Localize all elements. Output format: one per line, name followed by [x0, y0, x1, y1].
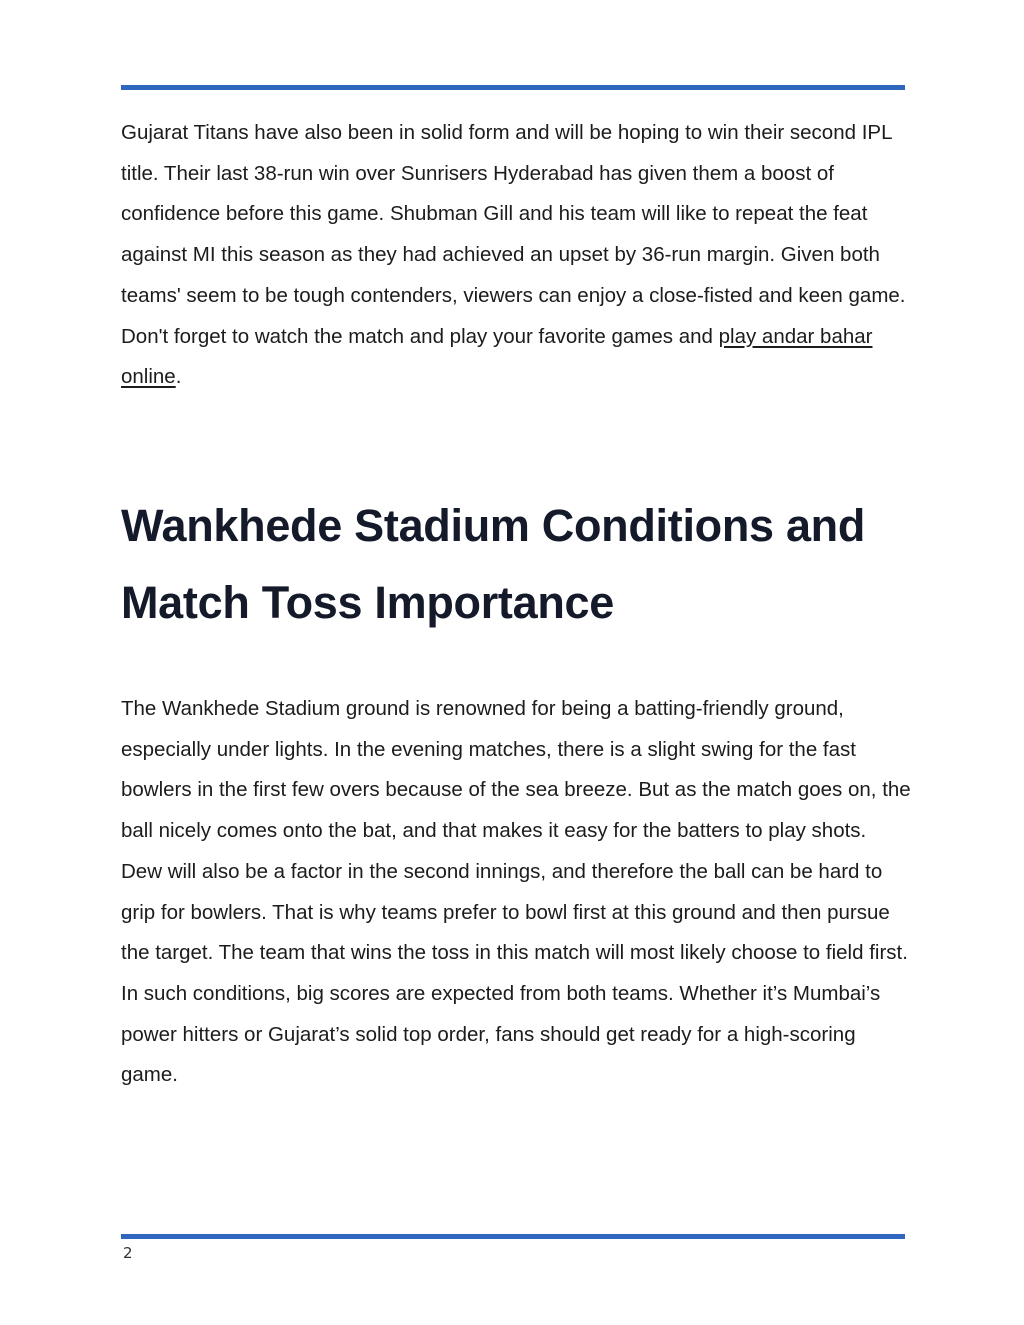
section-heading-line-2: Match Toss Importance	[121, 577, 614, 628]
bottom-divider	[121, 1234, 905, 1239]
top-divider	[121, 85, 905, 90]
section-heading-line-1: Wankhede Stadium Conditions and	[121, 500, 866, 551]
intro-paragraph-text: Gujarat Titans have also been in solid form and will be hoping to win their second IPL title. Their last 38-run win over Sunrisers Hyderabad has given them a boost of confidence before this game. Shubman Gill and his team will like to repeat the feat against MI this season as they had achieved an upset by 36-run margin. Given both teams' seem to be tough contenders, viewers can enjoy a close-fisted and keen game. Don't forget to watch the match and play your favorite games and	[121, 121, 906, 348]
play-andar-bahar-link[interactable]: play andar bahar online	[121, 324, 873, 389]
intro-paragraph	[121, 113, 911, 398]
intro-paragraph-period: .	[175, 365, 182, 389]
section-heading	[121, 487, 921, 641]
stadium-conditions-paragraph: The Wankhede Stadium ground is renowned for being a batting-friendly ground, especially under lights. In the evening matches, there is a slight swing for the fast bowlers in the first few overs because of the sea breeze. But as the match goes on, the ball nicely comes onto the bat, and that makes it easy for the batters to play shots. Dew will also be a factor in the second innings, and therefore the ball can be hard to grip for bowlers. That is why teams prefer to bowl first at this ground and then pursue the target. The team that wins the toss in this match will most likely choose to field first. In such conditions, big scores are expected from both teams. Whether it’s Mumbai’s power hitters or Gujarat’s solid top order, fans should get ready for a high-scoring game.	[121, 697, 911, 1087]
page-number: 2	[123, 1244, 133, 1262]
